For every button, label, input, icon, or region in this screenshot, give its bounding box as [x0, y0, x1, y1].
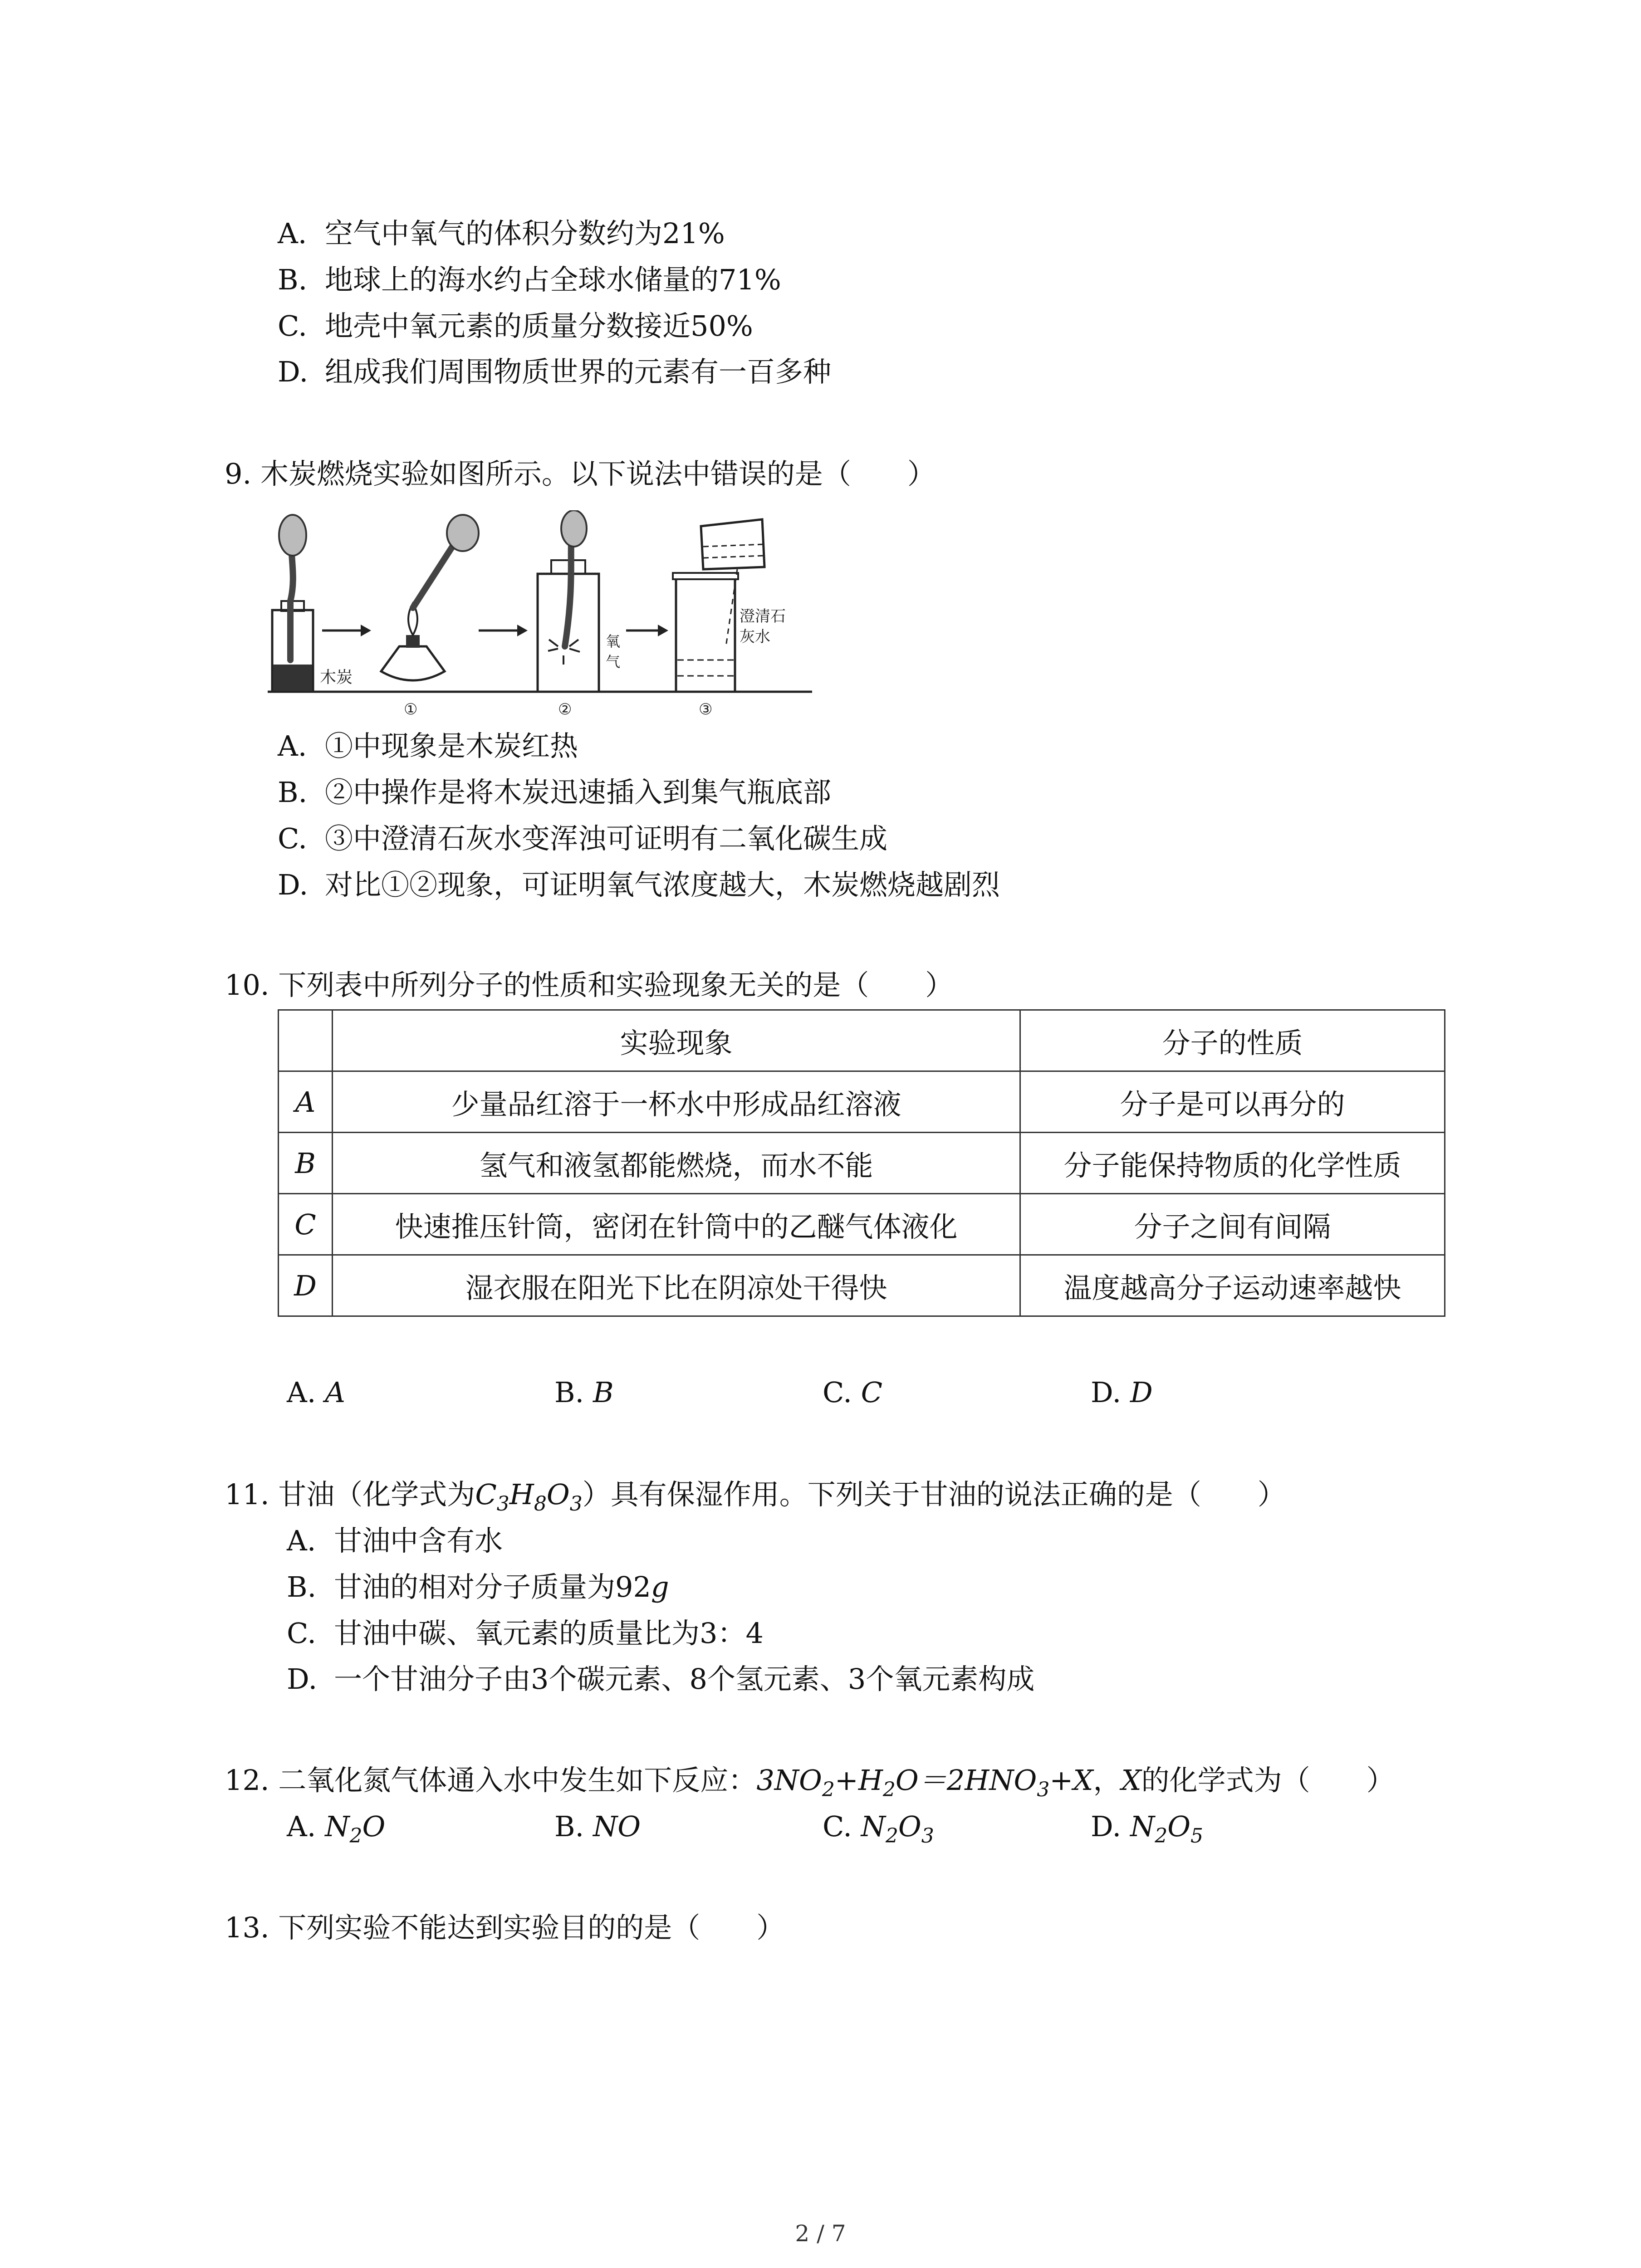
q10-option-a: A. A [287, 1376, 345, 1409]
table-cell-property: 分子是可以再分的 [1020, 1071, 1445, 1133]
q9-option-c: C. ③中澄清石灰水变浑浊可证明有二氧化碳生成 [278, 822, 888, 855]
table-row [279, 1255, 1445, 1316]
table-header-row [279, 1010, 1445, 1071]
q13-stem: 13. 下列实验不能达到实验目的的是（ ） [225, 1911, 785, 1944]
q9-option-a: A. ①中现象是木炭红热 [278, 729, 578, 763]
q12-option-d: D. $N_2O_5$ [1091, 1810, 1204, 1848]
label-step-2: ② [558, 700, 572, 719]
q11-option-c: C. 甘油中碳、氧元素的质量比为3：4 [287, 1617, 764, 1650]
q8-option-a: A. 空气中氧气的体积分数约为21% [278, 217, 725, 250]
jar-2-icon [538, 510, 599, 692]
table-cell-key: C [279, 1194, 333, 1255]
table-cell-phenomenon: 氢气和液氢都能燃烧，而水不能 [333, 1133, 1020, 1194]
table-cell-property: 分子之间有间隔 [1020, 1194, 1445, 1255]
q9-option-b: B. ②中操作是将木炭迅速插入到集气瓶底部 [278, 776, 832, 809]
table-row [279, 1194, 1445, 1255]
q8-option-d: D. 组成我们周围物质世界的元素有一百多种 [278, 355, 832, 388]
q12-stem: 12. 二氧化氮气体通入水中发生如下反应：$3NO_2+H_2O=2HNO_3+X$，X的化学式为（ ） [225, 1764, 1395, 1801]
table-row [279, 1071, 1445, 1133]
q11-option-a: A. 甘油中含有水 [287, 1524, 503, 1557]
page-number: 2 / 7 [795, 2220, 846, 2247]
q12-option-a: A. $N_2O$ [287, 1810, 386, 1848]
alcohol-lamp-icon [381, 515, 479, 680]
q12-option-c: C. $N_2O_3$ [823, 1810, 934, 1848]
label-step-1: ① [404, 700, 418, 719]
q12-option-b: B. NO [554, 1810, 641, 1843]
q8-option-b: B. 地球上的海水约占全球水储量的71% [278, 263, 781, 296]
table-cell-phenomenon: 湿衣服在阳光下比在阴凉处干得快 [333, 1255, 1020, 1316]
q8-option-c: C. 地壳中氧元素的质量分数接近50% [278, 309, 753, 342]
table-row [279, 1133, 1445, 1194]
label-charcoal: 木炭 [320, 668, 353, 687]
table-header-cell: 分子的性质 [1020, 1010, 1445, 1071]
glycerol-formula: $C_3H_8O_3$ [475, 1478, 583, 1515]
q10-option-c: C. C [823, 1376, 883, 1409]
label-oxygen-1: 氧 [606, 633, 621, 650]
q11-option-b: B. 甘油的相对分子质量为92g [287, 1570, 669, 1603]
label-step-3: ③ [699, 700, 713, 719]
q10-stem: 10. 下列表中所列分子的性质和实验现象无关的是（ ） [225, 968, 954, 1002]
table-header-cell [279, 1010, 333, 1071]
table-cell-property: 分子能保持物质的化学性质 [1020, 1133, 1445, 1194]
jar-1-icon [272, 515, 313, 692]
table-cell-property: 温度越高分子运动速率越快 [1020, 1255, 1445, 1316]
table-header-cell: 实验现象 [333, 1010, 1020, 1071]
q9-option-d: D. 对比①②现象，可证明氧气浓度越大，木炭燃烧越剧烈 [278, 868, 1000, 901]
table-cell-phenomenon: 少量品红溶于一杯水中形成品红溶液 [333, 1071, 1020, 1133]
q9-stem: 9. 木炭燃烧实验如图所示。以下说法中错误的是（ ） [225, 457, 936, 490]
q10-table [278, 1009, 1445, 1317]
q9-charcoal-figure [268, 510, 835, 723]
jar-3-icon [673, 519, 764, 692]
q10-option-b: B. B [554, 1376, 614, 1409]
table-cell-phenomenon: 快速推压针筒，密闭在针筒中的乙醚气体液化 [333, 1194, 1020, 1255]
label-limewater-2: 灰水 [740, 628, 770, 646]
label-oxygen-2: 气 [606, 653, 621, 670]
reaction-equation: $3NO_2+H_2O=2HNO_3+X$ [756, 1764, 1093, 1801]
table-cell-key: A [279, 1071, 333, 1133]
table-cell-key: B [279, 1133, 333, 1194]
q10-option-d: D. D [1091, 1376, 1153, 1409]
q11-option-d: D. 一个甘油分子由3个碳元素、8个氢元素、3个氧元素构成 [287, 1662, 1035, 1696]
table-cell-key: D [279, 1255, 333, 1316]
q11-stem: 11. 甘油（化学式为$C_3H_8O_3$）具有保湿作用。下列关于甘油的说法正确的是（ ） [225, 1478, 1286, 1515]
label-limewater-1: 澄清石 [740, 607, 786, 626]
